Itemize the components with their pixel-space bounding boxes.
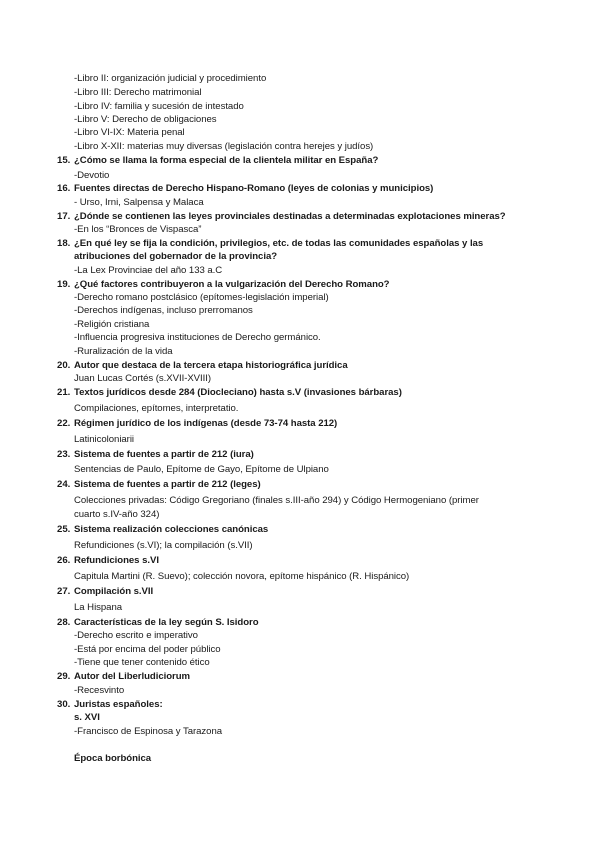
question-heading: Textos jurídicos desde 284 (Diocleciano) hasta s.V (invasiones bárbaras) bbox=[74, 387, 402, 398]
answer-line: -Derecho escrito e imperativo bbox=[74, 630, 198, 641]
answer-line: -En los “Bronces de Vispasca” bbox=[74, 224, 202, 235]
question-heading: Compilación s.VII bbox=[74, 586, 154, 597]
question-heading: Juristas españoles: bbox=[74, 699, 163, 710]
section-heading: Época borbónica bbox=[74, 753, 152, 764]
question-heading: Régimen jurídico de los indígenas (desde 73-74 hasta 212) bbox=[74, 418, 338, 429]
answer-line: Capitula Martini (R. Suevo); colección novora, epítome hispánico (R. Hispánico) bbox=[74, 571, 410, 582]
answer-line: -Religión cristiana bbox=[74, 319, 150, 330]
question-heading: Autor que destaca de la tercera etapa historiográfica jurídica bbox=[74, 360, 348, 371]
answer-line: -Tiene que tener contenido ético bbox=[74, 657, 210, 668]
question-number: 21. bbox=[57, 387, 71, 398]
answer-line: -Devotio bbox=[74, 170, 110, 181]
question-heading: ¿Qué factores contribuyeron a la vulgarización del Derecho Romano? bbox=[74, 279, 390, 290]
answer-line: -Derecho romano postclásico (epítomes-legislación imperial) bbox=[74, 292, 329, 303]
answer-line: - Urso, Irni, Salpensa y Malaca bbox=[74, 197, 204, 208]
answer-line: Refundiciones (s.VI); la compilación (s.VII) bbox=[74, 540, 253, 551]
question-heading: Sistema de fuentes a partir de 212 (leges) bbox=[74, 479, 261, 490]
question-number: 26. bbox=[57, 555, 71, 566]
question-heading: Sistema de fuentes a partir de 212 (iura) bbox=[74, 449, 254, 460]
answer-line: Juan Lucas Cortés (s.XVII-XVIII) bbox=[74, 373, 212, 384]
question-heading-continuation: atribuciones del gobernador de la provincia? bbox=[74, 251, 278, 262]
text-line: -Libro X-XII: materias muy diversas (legislación contra herejes y judíos) bbox=[74, 141, 374, 152]
question-number: 20. bbox=[57, 360, 71, 371]
question-number: 23. bbox=[57, 449, 71, 460]
question-number: 24. bbox=[57, 479, 71, 490]
question-heading: Refundiciones s.VI bbox=[74, 555, 159, 566]
text-line: -Libro IV: familia y sucesión de intestado bbox=[74, 101, 244, 112]
question-heading: Fuentes directas de Derecho Hispano-Romano (leyes de colonias y municipios) bbox=[74, 183, 434, 194]
question-number: 30. bbox=[57, 699, 71, 710]
answer-line: Latinicoloniarii bbox=[74, 434, 134, 445]
answer-line: -Recesvinto bbox=[74, 685, 125, 696]
question-heading: ¿En qué ley se fija la condición, privilegios, etc. de todas las comunidades españolas y las bbox=[74, 238, 484, 249]
answer-line: cuarto s.IV-año 324) bbox=[74, 509, 160, 520]
question-heading: Características de la ley según S. Isidoro bbox=[74, 617, 259, 628]
question-number: 25. bbox=[57, 524, 71, 535]
answer-line: -Francisco de Espinosa y Tarazona bbox=[74, 726, 223, 737]
question-heading: Sistema realización colecciones canónicas bbox=[74, 524, 269, 535]
question-number: 18. bbox=[57, 238, 71, 249]
text-line: -Libro II: organización judicial y procedimiento bbox=[74, 73, 267, 84]
question-number: 29. bbox=[57, 671, 71, 682]
answer-line: Colecciones privadas: Código Gregoriano (finales s.III-año 294) y Código Hermogeniano (primer bbox=[74, 495, 479, 506]
answer-line: Compilaciones, epítomes, interpretatio. bbox=[74, 403, 239, 414]
answer-line: -Derechos indígenas, incluso prerromanos bbox=[74, 305, 253, 316]
text-line: -Libro VI-IX: Materia penal bbox=[74, 127, 185, 138]
question-number: 19. bbox=[57, 279, 71, 290]
question-number: 27. bbox=[57, 586, 71, 597]
question-heading: ¿Dónde se contienen las leyes provinciales destinadas a determinadas explotaciones mineras? bbox=[74, 211, 506, 222]
question-heading: ¿Cómo se llama la forma especial de la clientela militar en España? bbox=[74, 155, 379, 166]
question-number: 15. bbox=[57, 155, 71, 166]
text-line: -Libro V: Derecho de obligaciones bbox=[74, 114, 217, 125]
question-number: 16. bbox=[57, 183, 71, 194]
answer-line: -Influencia progresiva instituciones de Derecho germánico. bbox=[74, 332, 321, 343]
subheading: s. XVI bbox=[74, 712, 100, 723]
question-heading: Autor del Liberludiciorum bbox=[74, 671, 191, 682]
answer-line: -Está por encima del poder público bbox=[74, 644, 221, 655]
answer-line: Sentencias de Paulo, Epítome de Gayo, Epítome de Ulpiano bbox=[74, 464, 329, 475]
question-number: 22. bbox=[57, 418, 71, 429]
answer-line: La Hispana bbox=[74, 602, 123, 613]
answer-line: -Ruralización de la vida bbox=[74, 346, 173, 357]
text-line: -Libro III: Derecho matrimonial bbox=[74, 87, 202, 98]
question-number: 17. bbox=[57, 211, 71, 222]
question-number: 28. bbox=[57, 617, 71, 628]
answer-line: -La Lex Provinciae del año 133 a.C bbox=[74, 265, 223, 276]
